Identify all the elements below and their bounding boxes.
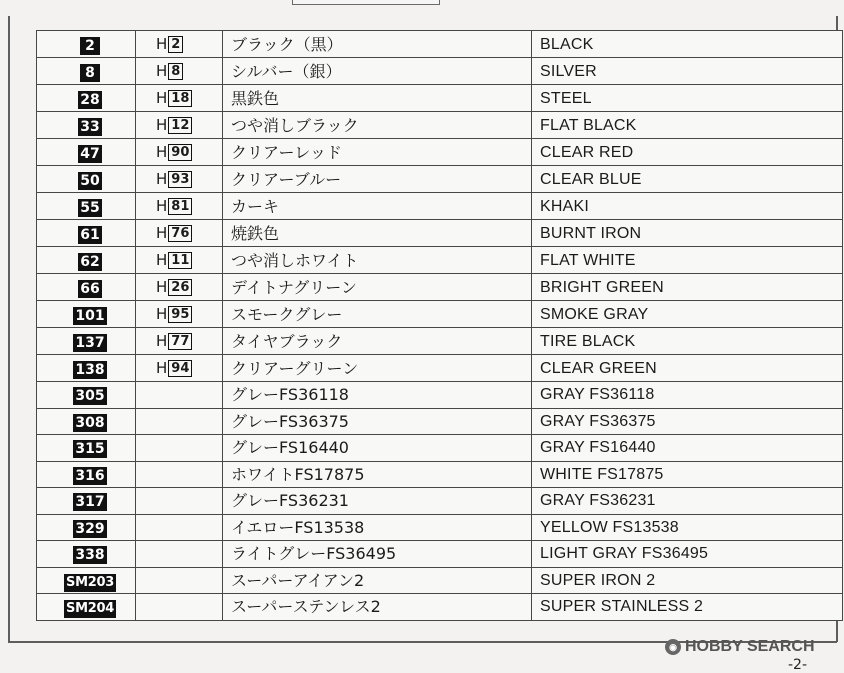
paint-code-cell bbox=[37, 31, 136, 58]
h-prefix: H bbox=[156, 305, 168, 323]
english-color-name: GRAY FS36118 bbox=[532, 382, 843, 409]
table-row bbox=[37, 301, 843, 328]
h-code-cell bbox=[136, 567, 223, 594]
table-row bbox=[37, 567, 843, 594]
english-color-name: FLAT WHITE bbox=[532, 247, 843, 274]
h-prefix: H bbox=[156, 35, 168, 53]
english-color-name: FLAT BLACK bbox=[532, 112, 843, 139]
h-code-box: 18 bbox=[168, 90, 192, 107]
top-tab-frame bbox=[292, 0, 440, 5]
h-code-cell bbox=[136, 301, 223, 328]
japanese-color-name: スモークグレー bbox=[223, 301, 532, 328]
h-code-box: 11 bbox=[168, 252, 192, 269]
h-prefix: H bbox=[156, 116, 168, 134]
table-row bbox=[37, 274, 843, 301]
h-code-cell bbox=[136, 31, 223, 58]
h-prefix: H bbox=[156, 143, 168, 161]
paint-code-cell bbox=[37, 139, 136, 166]
watermark-text: HOBBY SEARCH bbox=[685, 638, 815, 655]
h-prefix: H bbox=[156, 251, 168, 269]
english-color-name: GRAY FS16440 bbox=[532, 435, 843, 462]
japanese-color-name: グレーFS16440 bbox=[223, 435, 532, 462]
table-row bbox=[37, 139, 843, 166]
table-row bbox=[37, 382, 843, 409]
japanese-color-name: ホワイトFS17875 bbox=[223, 461, 532, 488]
paint-code-badge: 317 bbox=[75, 494, 105, 511]
japanese-color-name: つや消しブラック bbox=[223, 112, 532, 139]
h-code-cell bbox=[136, 220, 223, 247]
h-code-box: 90 bbox=[168, 144, 192, 161]
h-code-cell bbox=[136, 408, 223, 435]
paint-code-badge: SM204 bbox=[66, 601, 114, 617]
paint-code-badge: 308 bbox=[75, 414, 105, 431]
paint-code-cell bbox=[37, 461, 136, 488]
japanese-color-name: イエローFS13538 bbox=[223, 514, 532, 541]
english-color-name: BLACK bbox=[532, 31, 843, 58]
japanese-color-name: 黒鉄色 bbox=[223, 85, 532, 112]
h-code-cell bbox=[136, 247, 223, 274]
watermark bbox=[665, 636, 840, 658]
paint-code-cell bbox=[37, 328, 136, 355]
h-code-box: 95 bbox=[168, 306, 192, 323]
paint-code-cell bbox=[37, 408, 136, 435]
h-prefix: H bbox=[156, 224, 168, 242]
japanese-color-name: タイヤブラック bbox=[223, 328, 532, 355]
english-color-name: TIRE BLACK bbox=[532, 328, 843, 355]
h-code-box: 8 bbox=[168, 63, 183, 80]
h-prefix: H bbox=[156, 278, 168, 296]
paint-code-badge: 316 bbox=[75, 467, 105, 484]
paint-code-cell bbox=[37, 58, 136, 85]
english-color-name: BURNT IRON bbox=[532, 220, 843, 247]
japanese-color-name: つや消しホワイト bbox=[223, 247, 532, 274]
english-color-name: BRIGHT GREEN bbox=[532, 274, 843, 301]
paint-code-badge: 8 bbox=[80, 64, 100, 82]
paint-code-cell bbox=[37, 488, 136, 515]
japanese-color-name: シルバー（銀） bbox=[223, 58, 532, 85]
english-color-name: GRAY FS36231 bbox=[532, 488, 843, 515]
table-row bbox=[37, 328, 843, 355]
h-code-cell bbox=[136, 488, 223, 515]
h-code-cell bbox=[136, 58, 223, 85]
table-row bbox=[37, 85, 843, 112]
table-row bbox=[37, 541, 843, 568]
h-code-box: 2 bbox=[168, 36, 183, 53]
h-code-box: 94 bbox=[168, 360, 192, 377]
table-row bbox=[37, 514, 843, 541]
h-code-cell bbox=[136, 541, 223, 568]
japanese-color-name: 焼鉄色 bbox=[223, 220, 532, 247]
table-row bbox=[37, 112, 843, 139]
japanese-color-name: スーパーステンレス2 bbox=[223, 594, 532, 621]
paint-code-badge: 61 bbox=[80, 226, 100, 243]
english-color-name: CLEAR BLUE bbox=[532, 166, 843, 193]
paint-code-badge: 28 bbox=[80, 91, 100, 108]
paint-code-cell bbox=[37, 541, 136, 568]
h-code-cell bbox=[136, 274, 223, 301]
table-row bbox=[37, 58, 843, 85]
paint-code-badge: 338 bbox=[75, 547, 105, 564]
paint-code-cell bbox=[37, 166, 136, 193]
japanese-color-name: カーキ bbox=[223, 193, 532, 220]
japanese-color-name: グレーFS36118 bbox=[223, 382, 532, 409]
h-code-box: 81 bbox=[168, 198, 192, 215]
english-color-name: CLEAR RED bbox=[532, 139, 843, 166]
japanese-color-name: グレーFS36375 bbox=[223, 408, 532, 435]
h-code-cell bbox=[136, 461, 223, 488]
h-code-cell bbox=[136, 85, 223, 112]
table-row bbox=[37, 461, 843, 488]
english-color-name: STEEL bbox=[532, 85, 843, 112]
english-color-name: WHITE FS17875 bbox=[532, 461, 843, 488]
paint-code-cell bbox=[37, 85, 136, 112]
h-code-cell bbox=[136, 112, 223, 139]
h-code-cell bbox=[136, 355, 223, 382]
page-number: -2- bbox=[788, 657, 808, 673]
english-color-name: CLEAR GREEN bbox=[532, 355, 843, 382]
paint-color-table bbox=[36, 30, 843, 621]
paint-code-badge: 305 bbox=[75, 388, 105, 405]
paint-code-cell bbox=[37, 193, 136, 220]
h-code-cell bbox=[136, 166, 223, 193]
watermark-logo-icon: ◉ bbox=[665, 639, 681, 655]
table-row bbox=[37, 247, 843, 274]
table-row bbox=[37, 355, 843, 382]
h-prefix: H bbox=[156, 170, 168, 188]
paint-code-cell bbox=[37, 514, 136, 541]
h-prefix: H bbox=[156, 197, 168, 215]
paint-code-badge: SM203 bbox=[66, 574, 114, 590]
japanese-color-name: ブラック（黒） bbox=[223, 31, 532, 58]
paint-code-cell bbox=[37, 112, 136, 139]
paint-code-cell bbox=[37, 382, 136, 409]
paint-code-cell bbox=[37, 567, 136, 594]
h-prefix: H bbox=[156, 62, 168, 80]
japanese-color-name: スーパーアイアン2 bbox=[223, 567, 532, 594]
h-code-cell bbox=[136, 435, 223, 462]
h-prefix: H bbox=[156, 332, 168, 350]
english-color-name: YELLOW FS13538 bbox=[532, 514, 843, 541]
h-code-box: 77 bbox=[168, 333, 192, 350]
frame-left-border bbox=[8, 16, 10, 642]
japanese-color-name: デイトナグリーン bbox=[223, 274, 532, 301]
paint-code-badge: 47 bbox=[80, 145, 100, 162]
paint-code-cell bbox=[37, 301, 136, 328]
english-color-name: SILVER bbox=[532, 58, 843, 85]
japanese-color-name: クリアーグリーン bbox=[223, 355, 532, 382]
japanese-color-name: グレーFS36231 bbox=[223, 488, 532, 515]
table-row bbox=[37, 220, 843, 247]
h-code-cell bbox=[136, 193, 223, 220]
paint-code-badge: 137 bbox=[75, 334, 105, 351]
table-row bbox=[37, 166, 843, 193]
paint-code-badge: 55 bbox=[80, 199, 100, 216]
h-prefix: H bbox=[156, 359, 168, 377]
paint-code-badge: 66 bbox=[80, 280, 100, 297]
h-code-cell bbox=[136, 328, 223, 355]
english-color-name: SUPER STAINLESS 2 bbox=[532, 594, 843, 621]
h-code-cell bbox=[136, 139, 223, 166]
paint-code-badge: 101 bbox=[75, 307, 105, 324]
h-code-box: 12 bbox=[168, 117, 192, 134]
table-row bbox=[37, 408, 843, 435]
paint-code-badge: 62 bbox=[80, 253, 100, 270]
table-row bbox=[37, 594, 843, 621]
paint-code-cell bbox=[37, 247, 136, 274]
paint-code-cell bbox=[37, 594, 136, 621]
table-row bbox=[37, 193, 843, 220]
paint-code-badge: 315 bbox=[75, 441, 105, 458]
paint-code-badge: 50 bbox=[80, 172, 100, 189]
h-code-cell bbox=[136, 514, 223, 541]
paint-code-badge: 33 bbox=[80, 118, 100, 135]
h-code-box: 26 bbox=[168, 279, 192, 296]
paint-code-cell bbox=[37, 220, 136, 247]
paint-code-cell bbox=[37, 435, 136, 462]
japanese-color-name: クリアーブルー bbox=[223, 166, 532, 193]
english-color-name: SUPER IRON 2 bbox=[532, 567, 843, 594]
paint-code-badge: 138 bbox=[75, 361, 105, 378]
english-color-name: SMOKE GRAY bbox=[532, 301, 843, 328]
english-color-name: KHAKI bbox=[532, 193, 843, 220]
table-row bbox=[37, 435, 843, 462]
h-prefix: H bbox=[156, 89, 168, 107]
h-code-cell bbox=[136, 594, 223, 621]
english-color-name: LIGHT GRAY FS36495 bbox=[532, 541, 843, 568]
h-code-box: 93 bbox=[168, 171, 192, 188]
japanese-color-name: ライトグレーFS36495 bbox=[223, 541, 532, 568]
table-row bbox=[37, 31, 843, 58]
h-code-box: 76 bbox=[168, 225, 192, 242]
paint-code-cell bbox=[37, 355, 136, 382]
english-color-name: GRAY FS36375 bbox=[532, 408, 843, 435]
table-row bbox=[37, 488, 843, 515]
paint-code-badge: 329 bbox=[75, 520, 105, 537]
japanese-color-name: クリアーレッド bbox=[223, 139, 532, 166]
paint-code-cell bbox=[37, 274, 136, 301]
h-code-cell bbox=[136, 382, 223, 409]
paint-code-badge: 2 bbox=[80, 37, 100, 55]
